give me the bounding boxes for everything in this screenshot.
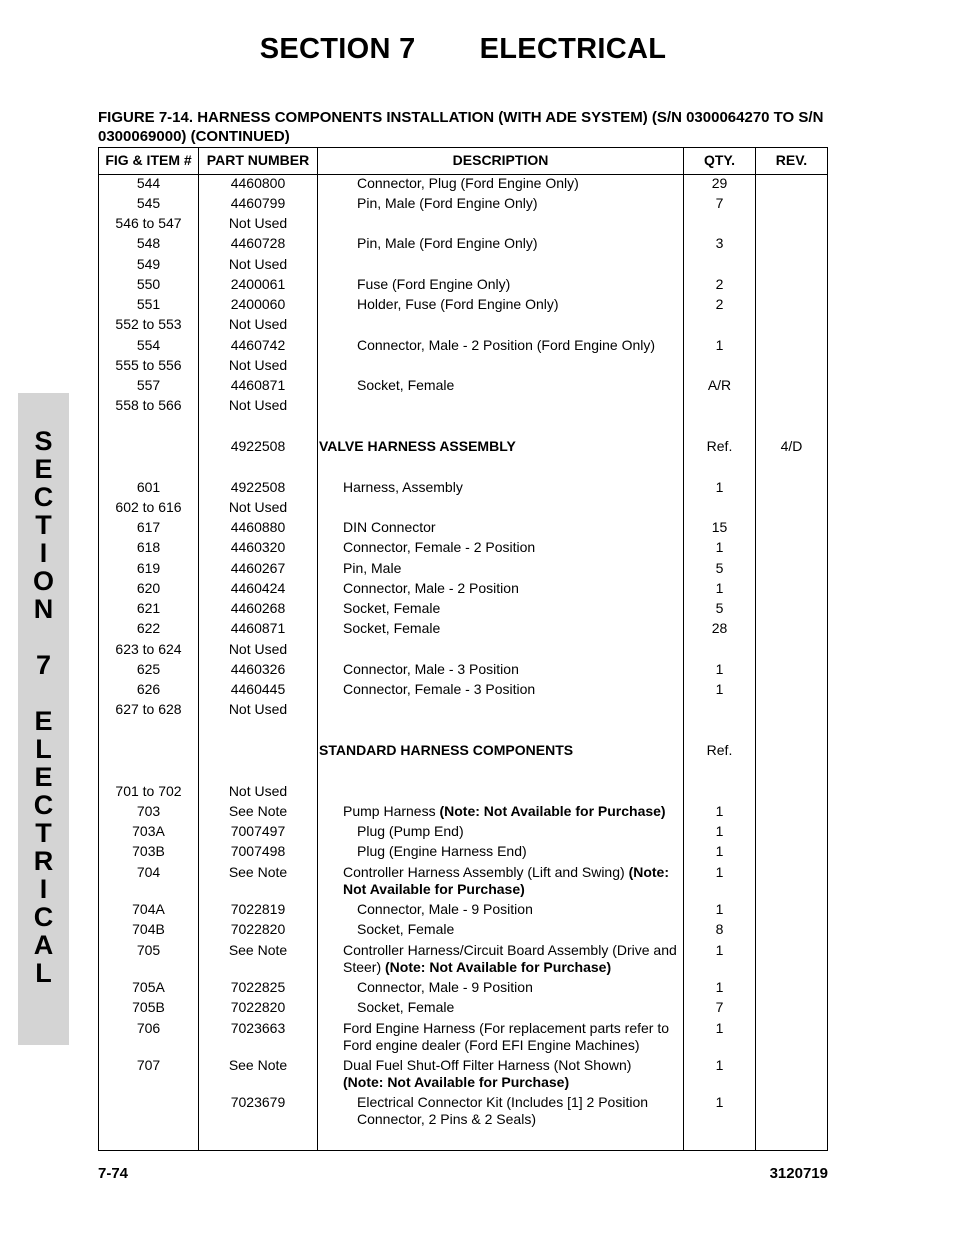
description-cell: [319, 539, 679, 556]
item-number-cell: 621: [136, 600, 161, 616]
table-header: [99, 148, 827, 175]
part-number-cell: See Note: [228, 1057, 288, 1073]
description-note: (Note: Not Available for Purchase): [343, 1074, 570, 1090]
qty-cell: 7: [715, 195, 724, 211]
item-number-cell: 552 to 553: [115, 316, 182, 332]
part-number-cell: 4460424: [230, 580, 286, 596]
description-cell: [319, 377, 679, 394]
description-text: Pin, Male: [343, 560, 402, 576]
part-number-cell: 4460871: [230, 620, 286, 636]
item-number-cell: 623 to 624: [115, 641, 182, 657]
part-number-cell: See Note: [228, 942, 288, 958]
part-number-cell: 7023663: [230, 1020, 286, 1036]
part-number-cell: 4460800: [230, 175, 286, 191]
side-tab-letter: [18, 679, 69, 707]
part-number-cell: 4460445: [230, 681, 286, 697]
side-tab-letters: [18, 427, 69, 987]
description-cell: [319, 921, 679, 938]
side-tab-letter: N: [33, 594, 54, 624]
description-cell: [319, 479, 679, 496]
side-tab-letter: O: [32, 566, 54, 596]
part-number-cell: See Note: [228, 864, 288, 880]
description-cell: [319, 681, 679, 698]
item-number-cell: 602 to 616: [115, 499, 182, 515]
column-divider: [317, 148, 318, 1150]
part-number-cell: 4922508: [230, 479, 286, 495]
side-tab-letter: R: [33, 846, 54, 876]
description-cell: [319, 979, 679, 996]
description-text: VALVE HARNESS ASSEMBLY: [319, 438, 516, 454]
item-number-cell: 625: [136, 661, 161, 677]
description-cell: [319, 600, 679, 617]
qty-cell: 1: [715, 661, 724, 677]
description-text: Connector, Male - 9 Position: [357, 979, 533, 995]
description-text: Plug (Engine Harness End): [357, 843, 527, 859]
description-note: (Note: Not Available for Purchase): [439, 803, 666, 819]
description-cell: [319, 337, 679, 354]
part-number-cell: 4460871: [230, 377, 286, 393]
description-text: Electrical Connector Kit (Includes [1] 2 Position Connector, 2 Pins & 2 Seals): [357, 1094, 649, 1127]
item-number-cell: 622: [136, 620, 161, 636]
description-text: Socket, Female: [343, 600, 441, 616]
description-text: Connector, Male - 2 Position (Ford Engine Only): [357, 337, 656, 353]
description-cell: [319, 438, 679, 455]
header-fig-item: FIG & ITEM #: [105, 152, 192, 168]
item-number-cell: 558 to 566: [115, 397, 182, 413]
qty-cell: 3: [715, 235, 724, 251]
description-text: Socket, Female: [357, 999, 455, 1015]
item-number-cell: 706: [136, 1020, 161, 1036]
qty-cell: 2: [715, 276, 724, 292]
description-text: Fuse (Ford Engine Only): [357, 276, 511, 292]
item-number-cell: 618: [136, 539, 161, 555]
column-divider: [755, 148, 756, 1150]
side-tab-letter: C: [33, 902, 54, 932]
page-number: 7-74: [98, 1165, 129, 1182]
description-cell: [319, 864, 679, 898]
description-cell: [319, 235, 679, 252]
part-number-cell: 4460326: [230, 661, 286, 677]
side-tab-letter: I: [39, 538, 48, 568]
part-number-cell: 4460742: [230, 337, 286, 353]
part-number-cell: 2400060: [230, 296, 286, 312]
side-tab-letter: S: [34, 426, 53, 456]
item-number-cell: 601: [136, 479, 161, 495]
item-number-cell: 546 to 547: [115, 215, 182, 231]
side-tab-letter: T: [35, 818, 52, 848]
item-number-cell: 704: [136, 864, 161, 880]
part-number-cell: Not Used: [228, 783, 288, 799]
description-text: Connector, Male - 3 Position: [343, 661, 519, 677]
description-text: Controller Harness/Circuit Board Assembly (Drive and Steer): [343, 942, 677, 975]
description-text: Pin, Male (Ford Engine Only): [357, 195, 538, 211]
qty-cell: 5: [715, 560, 724, 576]
item-number-cell: 705B: [132, 999, 165, 1015]
side-tab-letter: T: [35, 510, 52, 540]
description-cell: [319, 560, 679, 577]
item-number-cell: 557: [136, 377, 161, 393]
item-number-cell: 551: [136, 296, 161, 312]
description-text: Pump Harness: [343, 803, 440, 819]
part-number-cell: Not Used: [228, 701, 288, 717]
qty-cell: 8: [715, 921, 724, 937]
item-number-cell: 704B: [132, 921, 165, 937]
description-text: Socket, Female: [343, 620, 441, 636]
part-number-cell: 7022820: [230, 999, 286, 1015]
description-cell: [319, 620, 679, 637]
description-note: (Note: Not Available for Purchase): [343, 864, 669, 897]
qty-cell: 1: [715, 803, 724, 819]
side-tab-letter: A: [33, 930, 54, 960]
description-cell: [319, 999, 679, 1016]
part-number-cell: 7007497: [230, 823, 286, 839]
description-text: DIN Connector: [343, 519, 436, 535]
description-text: Connector, Female - 3 Position: [343, 681, 536, 697]
part-number-cell: Not Used: [228, 641, 288, 657]
description-text: STANDARD HARNESS COMPONENTS: [319, 742, 574, 758]
part-number-cell: 7023679: [230, 1094, 286, 1110]
qty-cell: 1: [715, 580, 724, 596]
description-cell: [319, 519, 679, 536]
part-number-cell: 7022819: [230, 901, 286, 917]
side-tab-letter: I: [39, 874, 48, 904]
side-tab-letter: 7: [35, 650, 52, 680]
item-number-cell: 703A: [132, 823, 165, 839]
qty-cell: 29: [711, 175, 728, 191]
qty-cell: Ref.: [706, 438, 733, 454]
part-number-cell: 4460880: [230, 519, 286, 535]
description-cell: [319, 843, 679, 860]
item-number-cell: 548: [136, 235, 161, 251]
description-text: Connector, Female - 2 Position: [343, 539, 536, 555]
item-number-cell: 549: [136, 256, 161, 272]
description-text: Connector, Male - 9 Position: [357, 901, 533, 917]
document-number: 3120719: [769, 1165, 828, 1182]
item-number-cell: 705: [136, 942, 161, 958]
description-text: Dual Fuel Shut-Off Filter Harness (Not Shown): [343, 1057, 632, 1073]
item-number-cell: 627 to 628: [115, 701, 182, 717]
qty-cell: 2: [715, 296, 724, 312]
item-number-cell: 701 to 702: [115, 783, 182, 799]
qty-cell: 1: [715, 942, 724, 958]
qty-cell: 1: [715, 1057, 724, 1073]
part-number-cell: 4460268: [230, 600, 286, 616]
qty-cell: 1: [715, 539, 724, 555]
part-number-cell: Not Used: [228, 215, 288, 231]
side-tab-letter: E: [34, 762, 53, 792]
item-number-cell: 704A: [132, 901, 165, 917]
description-cell: [319, 1057, 679, 1091]
qty-cell: 1: [715, 979, 724, 995]
qty-cell: 1: [715, 901, 724, 917]
side-tab-letter: [18, 623, 69, 651]
part-number-cell: 4460799: [230, 195, 286, 211]
side-tab-letter: C: [33, 482, 54, 512]
qty-cell: Ref.: [706, 742, 733, 758]
description-cell: [319, 742, 679, 759]
part-number-cell: Not Used: [228, 316, 288, 332]
section-number: SECTION 7: [259, 33, 416, 65]
part-number-cell: Not Used: [228, 256, 288, 272]
qty-cell: 28: [711, 620, 728, 636]
description-text: Harness, Assembly: [343, 479, 463, 495]
qty-cell: 1: [715, 681, 724, 697]
part-number-cell: 4922508: [230, 438, 286, 454]
section-side-tab: [18, 393, 69, 1045]
description-cell: [319, 580, 679, 597]
qty-cell: 7: [715, 999, 724, 1015]
description-text: Pin, Male (Ford Engine Only): [357, 235, 538, 251]
parts-table: [98, 147, 828, 1151]
item-number-cell: 703: [136, 803, 161, 819]
qty-cell: 1: [715, 1020, 724, 1036]
description-text: Plug (Pump End): [357, 823, 464, 839]
description-cell: [319, 1020, 679, 1054]
qty-cell: 1: [715, 864, 724, 880]
item-number-cell: 550: [136, 276, 161, 292]
item-number-cell: 707: [136, 1057, 161, 1073]
description-text: Ford Engine Harness (For replacement parts refer to Ford engine dealer (Ford EFI Engine Machines): [343, 1020, 670, 1053]
qty-cell: 15: [711, 519, 728, 535]
description-text: Socket, Female: [357, 921, 455, 937]
description-cell: [319, 195, 679, 212]
rev-cell: 4/D: [780, 438, 803, 454]
description-text: Connector, Male - 2 Position: [343, 580, 519, 596]
part-number-cell: Not Used: [228, 397, 288, 413]
part-number-cell: 7022825: [230, 979, 286, 995]
side-tab-letter: L: [35, 958, 52, 988]
item-number-cell: 555 to 556: [115, 357, 182, 373]
header-qty: QTY.: [703, 152, 736, 168]
item-number-cell: 545: [136, 195, 161, 211]
header-part-number: PART NUMBER: [206, 152, 310, 168]
part-number-cell: 7022820: [230, 921, 286, 937]
side-tab-letter: E: [34, 706, 53, 736]
description-text: Holder, Fuse (Ford Engine Only): [357, 296, 559, 312]
qty-cell: 1: [715, 823, 724, 839]
qty-cell: A/R: [707, 377, 732, 393]
item-number-cell: 619: [136, 560, 161, 576]
item-number-cell: 544: [136, 175, 161, 191]
part-number-cell: Not Used: [228, 499, 288, 515]
part-number-cell: See Note: [228, 803, 288, 819]
description-cell: [319, 823, 679, 840]
section-header: [0, 33, 954, 66]
description-cell: [319, 1094, 679, 1128]
header-description: DESCRIPTION: [452, 152, 549, 168]
description-cell: [319, 276, 679, 293]
item-number-cell: 703B: [132, 843, 165, 859]
description-text: Controller Harness Assembly (Lift and Swing): [343, 864, 629, 880]
part-number-cell: Not Used: [228, 357, 288, 373]
side-tab-letter: L: [35, 734, 52, 764]
item-number-cell: 705A: [132, 979, 165, 995]
part-number-cell: 2400061: [230, 276, 286, 292]
part-number-cell: 4460728: [230, 235, 286, 251]
item-number-cell: 554: [136, 337, 161, 353]
side-tab-letter: E: [34, 454, 53, 484]
qty-cell: 1: [715, 479, 724, 495]
item-number-cell: 617: [136, 519, 161, 535]
qty-cell: 1: [715, 843, 724, 859]
description-cell: [319, 296, 679, 313]
description-cell: [319, 661, 679, 678]
description-cell: [319, 803, 679, 820]
item-number-cell: 620: [136, 580, 161, 596]
part-number-cell: 7007498: [230, 843, 286, 859]
part-number-cell: 4460267: [230, 560, 286, 576]
description-cell: [319, 901, 679, 918]
description-note: (Note: Not Available for Purchase): [385, 959, 612, 975]
figure-title: FIGURE 7-14. HARNESS COMPONENTS INSTALLATION (WITH ADE SYSTEM) (S/N 0300064270 TO S/N 0300069000) (CONTINUED): [98, 109, 824, 145]
qty-cell: 1: [715, 337, 724, 353]
side-tab-letter: C: [33, 790, 54, 820]
header-rev: REV.: [775, 152, 808, 168]
section-title: ELECTRICAL: [479, 33, 667, 65]
item-number-cell: 626: [136, 681, 161, 697]
description-text: Connector, Plug (Ford Engine Only): [357, 175, 579, 191]
description-text: Socket, Female: [357, 377, 455, 393]
description-cell: [319, 175, 679, 192]
description-cell: [319, 942, 679, 976]
qty-cell: 1: [715, 1094, 724, 1110]
part-number-cell: 4460320: [230, 539, 286, 555]
qty-cell: 5: [715, 600, 724, 616]
